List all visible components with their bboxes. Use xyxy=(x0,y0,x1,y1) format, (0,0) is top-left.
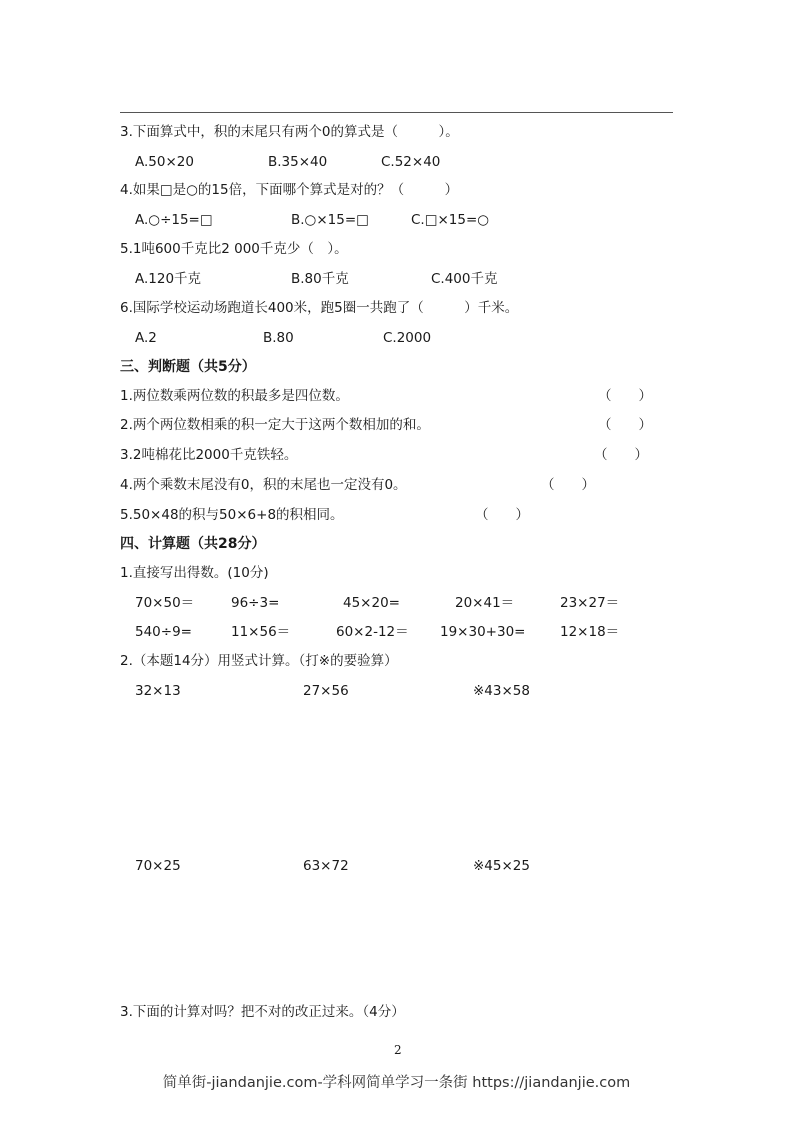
calc-q3: 3.下面的计算对吗？把不对的改正过来。（4分） xyxy=(120,1004,405,1020)
choice-q3: 3.下面算式中，积的末尾只有两个0的算式是（ ）。 xyxy=(120,124,459,140)
choice-q6: 6.国际学校运动场跑道长400米，跑5圈一共跑了（ ）千米。 xyxy=(120,300,519,316)
vertical-6: ※45×25 xyxy=(473,858,530,874)
choice-q6-b: B.80 xyxy=(263,330,294,346)
choice-q4-c: C.□×15=○ xyxy=(411,212,490,228)
judge-heading: 三、判断题（共5分） xyxy=(120,359,256,375)
calc-row2-3: 60×2-12＝ xyxy=(336,624,409,640)
calc-row2-2: 11×56＝ xyxy=(231,624,291,640)
judge-blank-4: （ ） xyxy=(541,477,595,493)
calc-q2: 2.（本题14分）用竖式计算。（打※的要验算） xyxy=(120,653,398,669)
calc-row1-5: 23×27＝ xyxy=(560,595,620,611)
footer-watermark: 简单街-jiandanjie.com-学科网简单学习一条街 https://jiandanjie.com xyxy=(162,1075,631,1091)
calc-q1: 1.直接写出得数。(10分) xyxy=(120,565,269,581)
choice-q6-a: A.2 xyxy=(135,330,157,346)
page-number: 2 xyxy=(394,1043,402,1057)
calc-row1-3: 45×20= xyxy=(343,595,400,611)
header-rule xyxy=(120,112,673,113)
judge-blank-1: （ ） xyxy=(598,388,652,404)
calc-row1-1: 70×50＝ xyxy=(135,595,195,611)
judge-blank-2: （ ） xyxy=(598,417,652,433)
judge-item-4: 4.两个乘数末尾没有0，积的末尾也一定没有0。 xyxy=(120,477,407,493)
vertical-1: 32×13 xyxy=(135,683,181,699)
judge-item-5: 5.50×48的积与50×6+8的积相同。 xyxy=(120,507,344,523)
choice-q4-b: B.○×15=□ xyxy=(291,212,369,228)
choice-q3-a: A.50×20 xyxy=(135,154,194,170)
judge-blank-5: （ ） xyxy=(475,507,529,523)
choice-q4-a: A.○÷15=□ xyxy=(135,212,213,228)
calc-heading: 四、计算题（共28分） xyxy=(120,536,266,552)
choice-q6-c: C.2000 xyxy=(383,330,432,346)
choice-q3-c: C.52×40 xyxy=(381,154,441,170)
vertical-5: 63×72 xyxy=(303,858,349,874)
choice-q4: 4.如果□是○的15倍，下面哪个算式是对的？（ ） xyxy=(120,182,459,198)
choice-q5-c: C.400千克 xyxy=(431,271,498,287)
calc-row1-4: 20×41＝ xyxy=(455,595,515,611)
vertical-4: 70×25 xyxy=(135,858,181,874)
vertical-3: ※43×58 xyxy=(473,683,530,699)
calc-row2-4: 19×30+30= xyxy=(440,624,526,640)
calc-row2-5: 12×18＝ xyxy=(560,624,620,640)
choice-q5-b: B.80千克 xyxy=(291,271,349,287)
calc-row2-1: 540÷9= xyxy=(135,624,192,640)
vertical-2: 27×56 xyxy=(303,683,349,699)
choice-q3-b: B.35×40 xyxy=(268,154,328,170)
judge-item-1: 1.两位数乘两位数的积最多是四位数。 xyxy=(120,388,349,404)
choice-q5: 5.1吨600千克比2 000千克少（ ）。 xyxy=(120,241,348,257)
choice-q5-a: A.120千克 xyxy=(135,271,202,287)
judge-item-3: 3.2吨棉花比2000千克铁轻。 xyxy=(120,447,298,463)
judge-blank-3: （ ） xyxy=(594,447,648,463)
calc-row1-2: 96÷3= xyxy=(231,595,280,611)
judge-item-2: 2.两个两位数相乘的积一定大于这两个数相加的和。 xyxy=(120,417,430,433)
